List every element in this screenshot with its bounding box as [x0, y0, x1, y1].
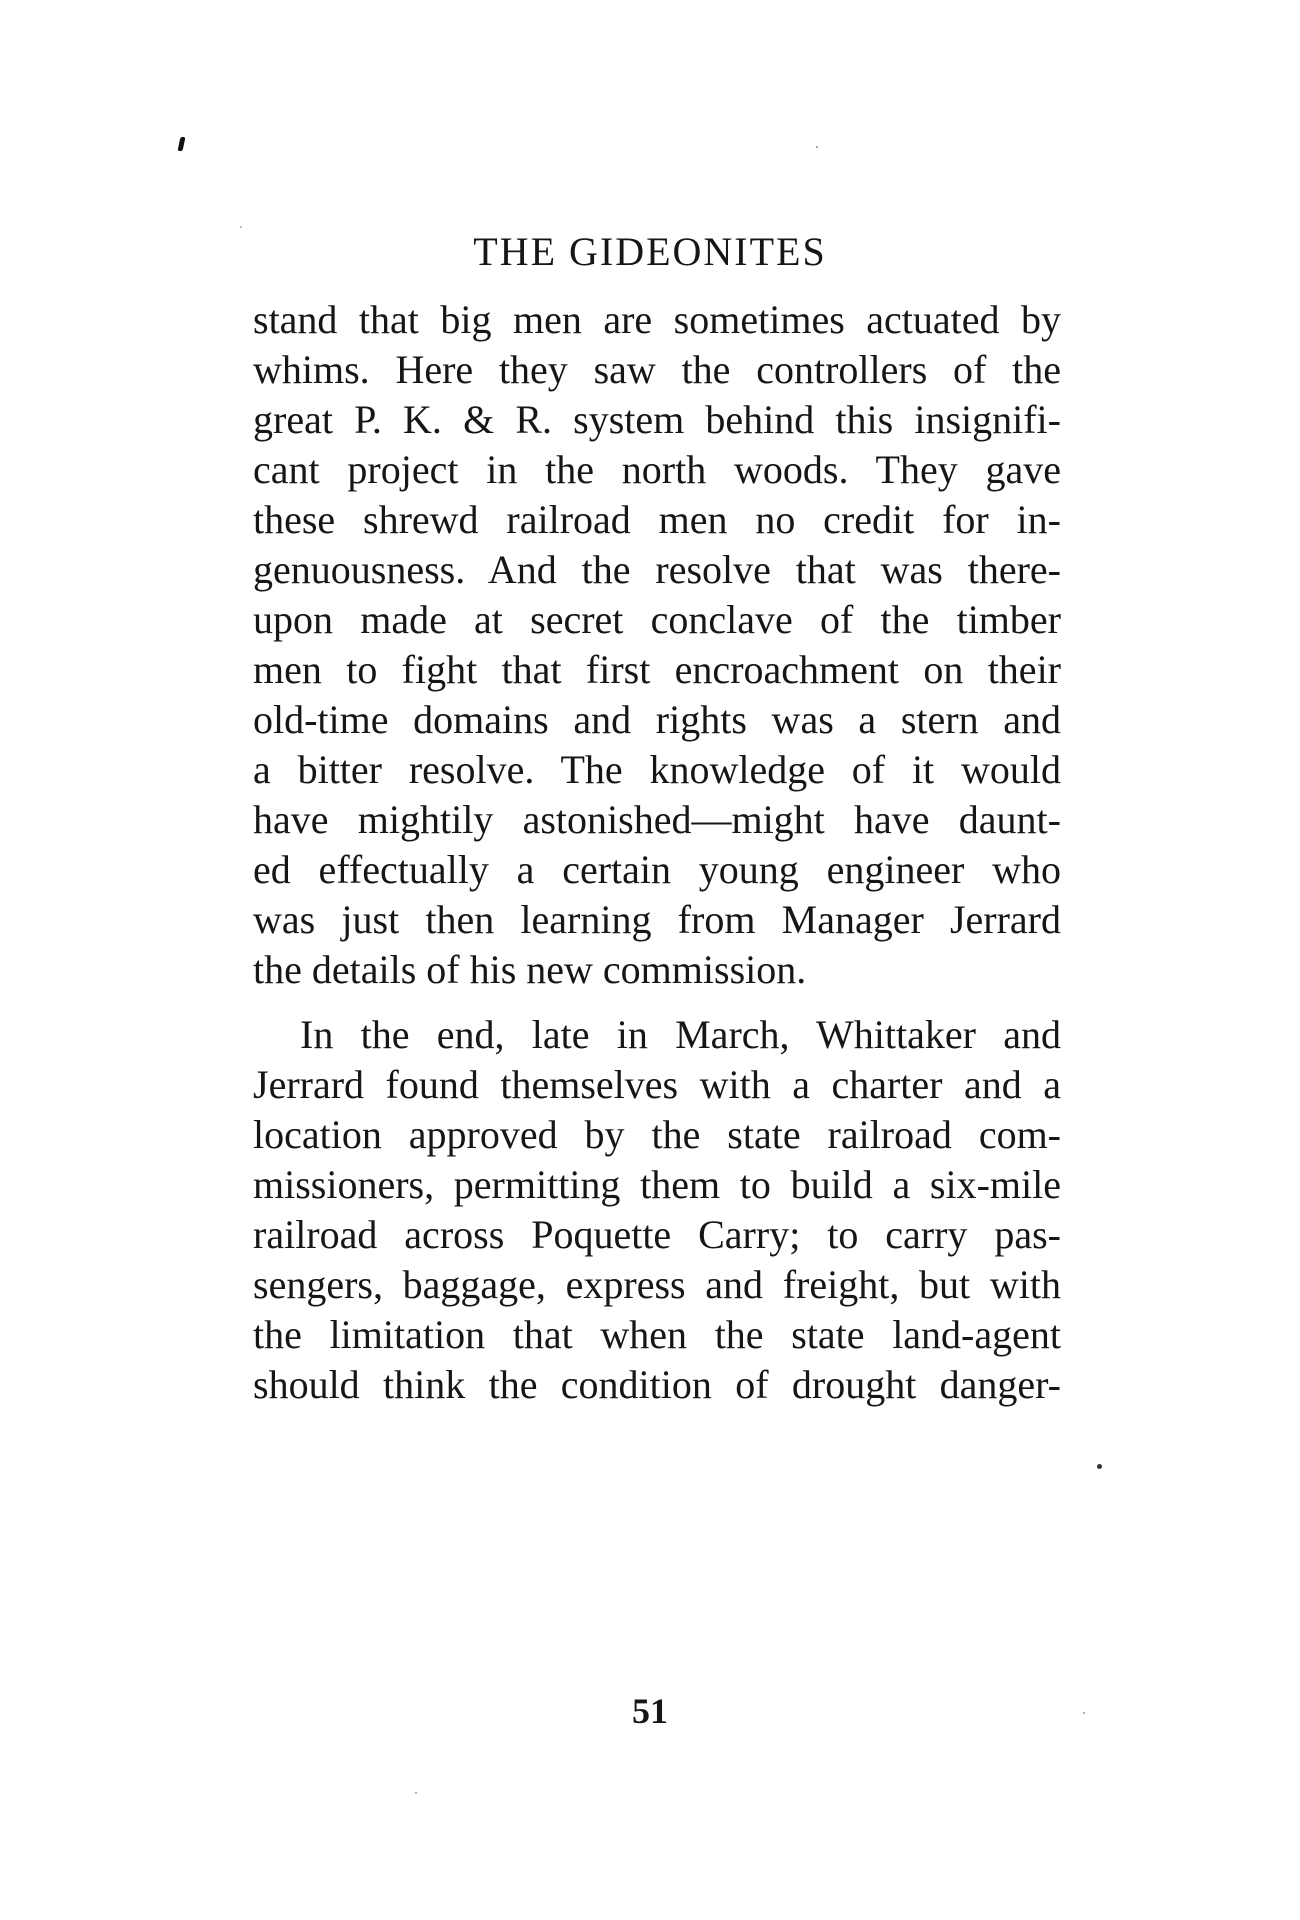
text-line: a bitter resolve. The knowledge of it would — [253, 747, 1061, 792]
page-number: 51 — [632, 1691, 668, 1731]
text-line: whims. Here they saw the controllers of the — [253, 347, 1061, 392]
text-line: great P. K. & R. system behind this insignifi- — [253, 397, 1061, 442]
running-head: THE GIDEONITES — [473, 229, 827, 274]
text-line: In the end, late in March, Whittaker and — [300, 1012, 1061, 1057]
text-line: men to fight that first encroachment on their — [253, 647, 1061, 692]
text-line: should think the condition of drought danger- — [253, 1362, 1061, 1407]
text-line: railroad across Poquette Carry; to carry pas- — [253, 1212, 1061, 1257]
text-line: was just then learning from Manager Jerrard — [253, 897, 1061, 942]
ink-speck — [1083, 1712, 1085, 1714]
text-line: ed effectually a certain young engineer who — [253, 847, 1061, 892]
text-line: have mightily astonished—might have daunt- — [253, 797, 1061, 842]
text-line: stand that big men are sometimes actuated by — [253, 297, 1061, 342]
text-line: old-time domains and rights was a stern and — [253, 697, 1061, 742]
text-line: the limitation that when the state land-agent — [253, 1312, 1061, 1357]
text-line: genuousness. And the resolve that was there- — [253, 547, 1061, 592]
ink-speck — [1097, 1464, 1102, 1469]
text-line: sengers, baggage, express and freight, but with — [253, 1262, 1061, 1307]
text-line: location approved by the state railroad com- — [253, 1112, 1061, 1157]
text-line: the details of his new commission. — [253, 947, 807, 992]
ink-mark — [178, 137, 186, 151]
text-line: missioners, permitting them to build a six-mile — [253, 1162, 1061, 1207]
text-line: these shrewd railroad men no credit for in- — [253, 497, 1061, 542]
ink-speck — [415, 1792, 417, 1794]
text-line: cant project in the north woods. They gave — [253, 447, 1061, 492]
text-line: Jerrard found themselves with a charter and a — [253, 1062, 1061, 1107]
text-line: upon made at secret conclave of the timber — [253, 597, 1061, 642]
ink-speck — [816, 146, 818, 148]
